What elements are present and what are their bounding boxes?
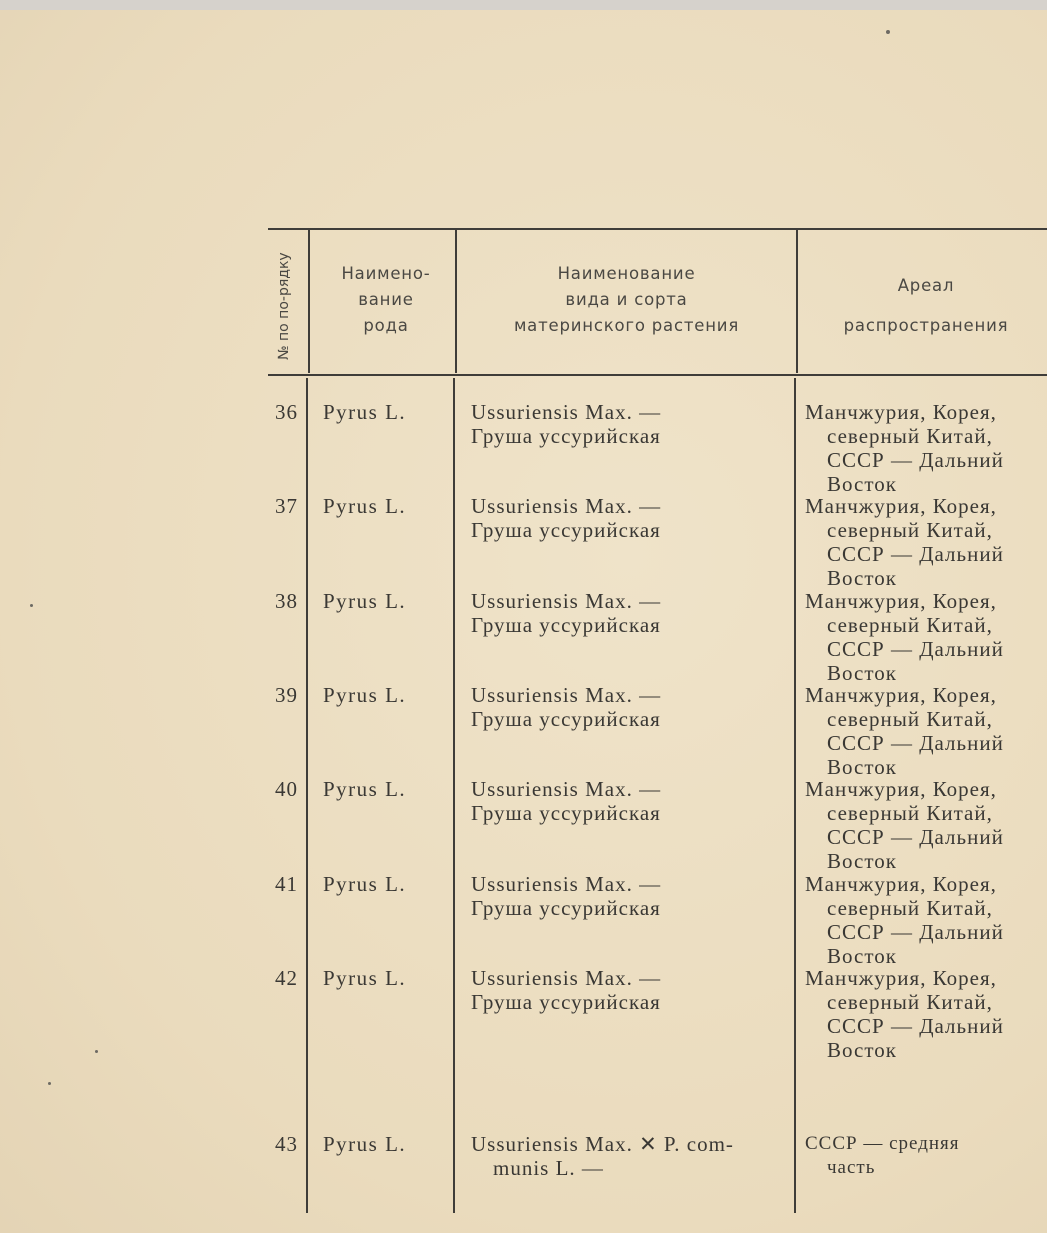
genus-name: Pyrus L.: [323, 1132, 407, 1156]
row-number: 36: [275, 400, 298, 424]
area-line: северный Китай,: [827, 707, 993, 731]
distribution-area: [805, 683, 1047, 779]
species-line: Груша уссурийская: [471, 613, 661, 637]
area-line: СССР — Дальний: [827, 825, 1004, 849]
genus-name: Pyrus L.: [323, 494, 407, 518]
distribution-area: [805, 966, 1047, 1062]
header-area-line: Ареал: [897, 276, 955, 295]
distribution-area: [805, 1132, 1047, 1180]
area-line: СССР — Дальний: [827, 542, 1004, 566]
area-line: северный Китай,: [827, 518, 993, 542]
area-line: Манчжурия, Корея,: [805, 777, 997, 801]
table-row: [268, 683, 1047, 777]
distribution-area: [805, 872, 1047, 968]
species-name: [471, 1132, 791, 1180]
species-line: Ussuriensis Max. —: [471, 777, 662, 801]
species-line: Ussuriensis Max. —: [471, 400, 662, 424]
species-line: Ussuriensis Max. —: [471, 683, 662, 707]
header-species-line: Наименование: [557, 264, 696, 283]
area-line: Манчжурия, Корея,: [805, 400, 997, 424]
area-line: часть: [827, 1157, 876, 1178]
row-number: 42: [275, 966, 298, 990]
genus-name: Pyrus L.: [323, 589, 407, 613]
area-line: Манчжурия, Корея,: [805, 494, 997, 518]
species-line: Груша уссурийская: [471, 424, 661, 448]
table-row: [268, 872, 1047, 966]
area-line: Манчжурия, Корея,: [805, 589, 997, 613]
species-name: [471, 966, 791, 1014]
header-bottom-rule: [268, 374, 1047, 376]
table-row: [268, 494, 1047, 588]
row-number: 37: [275, 494, 298, 518]
header-genus: [326, 261, 446, 339]
table-row: [268, 966, 1047, 1060]
scan-top-border: [0, 0, 1047, 10]
genus-name: Pyrus L.: [323, 777, 407, 801]
genus-name: Pyrus L.: [323, 966, 407, 990]
area-line: Манчжурия, Корея,: [805, 872, 997, 896]
area-line: СССР — Дальний: [827, 637, 1004, 661]
area-line: Восток: [827, 1038, 897, 1062]
speck: [95, 1050, 98, 1053]
header-genus-line: Наимено-: [341, 264, 431, 283]
area-line: северный Китай,: [827, 896, 993, 920]
header-number: № по по-рядку: [276, 252, 292, 360]
header-genus-line: рода: [363, 316, 409, 335]
header-divider-2: [455, 230, 457, 373]
area-line: СССР — Дальний: [827, 1014, 1004, 1038]
header-species: [464, 261, 789, 339]
table-row: [268, 777, 1047, 871]
species-name: [471, 777, 791, 825]
area-line: СССР — Дальний: [827, 448, 1004, 472]
speck: [30, 604, 33, 607]
species-line: Груша уссурийская: [471, 896, 661, 920]
species-line: Груша уссурийская: [471, 990, 661, 1014]
table-row: [268, 400, 1047, 494]
species-name: [471, 589, 791, 637]
area-line: СССР — Дальний: [827, 920, 1004, 944]
header-divider-3: [796, 230, 798, 373]
header-species-line: материнского растения: [513, 316, 740, 335]
row-number: 41: [275, 872, 298, 896]
table-row: [268, 1132, 1047, 1226]
area-line: северный Китай,: [827, 990, 993, 1014]
distribution-area: [805, 400, 1047, 496]
speck: [886, 30, 890, 34]
genus-name: Pyrus L.: [323, 400, 407, 424]
header-area: [808, 273, 1044, 339]
area-line: Восток: [827, 849, 897, 873]
row-number: 43: [275, 1132, 298, 1156]
area-line: Манчжурия, Корея,: [805, 966, 997, 990]
genus-name: Pyrus L.: [323, 683, 407, 707]
distribution-area: [805, 494, 1047, 590]
area-line: северный Китай,: [827, 613, 993, 637]
distribution-area: [805, 589, 1047, 685]
species-line: Ussuriensis Max. —: [471, 872, 662, 896]
table-row: [268, 589, 1047, 683]
species-name: [471, 872, 791, 920]
area-line: Восток: [827, 944, 897, 968]
area-line: Восток: [827, 755, 897, 779]
header-species-line: вида и сорта: [565, 290, 688, 309]
plant-table: [268, 228, 1047, 1213]
header-genus-line: вание: [358, 290, 414, 309]
species-name: [471, 683, 791, 731]
species-line: Ussuriensis Max. —: [471, 966, 662, 990]
speck: [48, 1082, 51, 1085]
genus-name: Pyrus L.: [323, 872, 407, 896]
row-number: 38: [275, 589, 298, 613]
area-line: Восток: [827, 661, 897, 685]
row-number: 39: [275, 683, 298, 707]
area-line: Восток: [827, 566, 897, 590]
distribution-area: [805, 777, 1047, 873]
header-area-line: распространения: [843, 316, 1009, 335]
species-name: [471, 494, 791, 542]
header-divider-1: [308, 230, 310, 373]
row-number: 40: [275, 777, 298, 801]
area-line: СССР — Дальний: [827, 731, 1004, 755]
table-top-rule: [268, 228, 1047, 230]
species-line: Ussuriensis Max. ✕ P. com-: [471, 1132, 734, 1156]
species-line: Груша уссурийская: [471, 707, 661, 731]
area-line: Восток: [827, 472, 897, 496]
species-line: Груша уссурийская: [471, 518, 661, 542]
area-line: Манчжурия, Корея,: [805, 683, 997, 707]
species-line: Ussuriensis Max. —: [471, 494, 662, 518]
species-line: munis L. —: [493, 1156, 604, 1180]
species-line: Груша уссурийская: [471, 801, 661, 825]
area-line: северный Китай,: [827, 801, 993, 825]
area-line: северный Китай,: [827, 424, 993, 448]
species-name: [471, 400, 791, 448]
species-line: Ussuriensis Max. —: [471, 589, 662, 613]
area-line: СССР — средняя: [805, 1133, 960, 1154]
